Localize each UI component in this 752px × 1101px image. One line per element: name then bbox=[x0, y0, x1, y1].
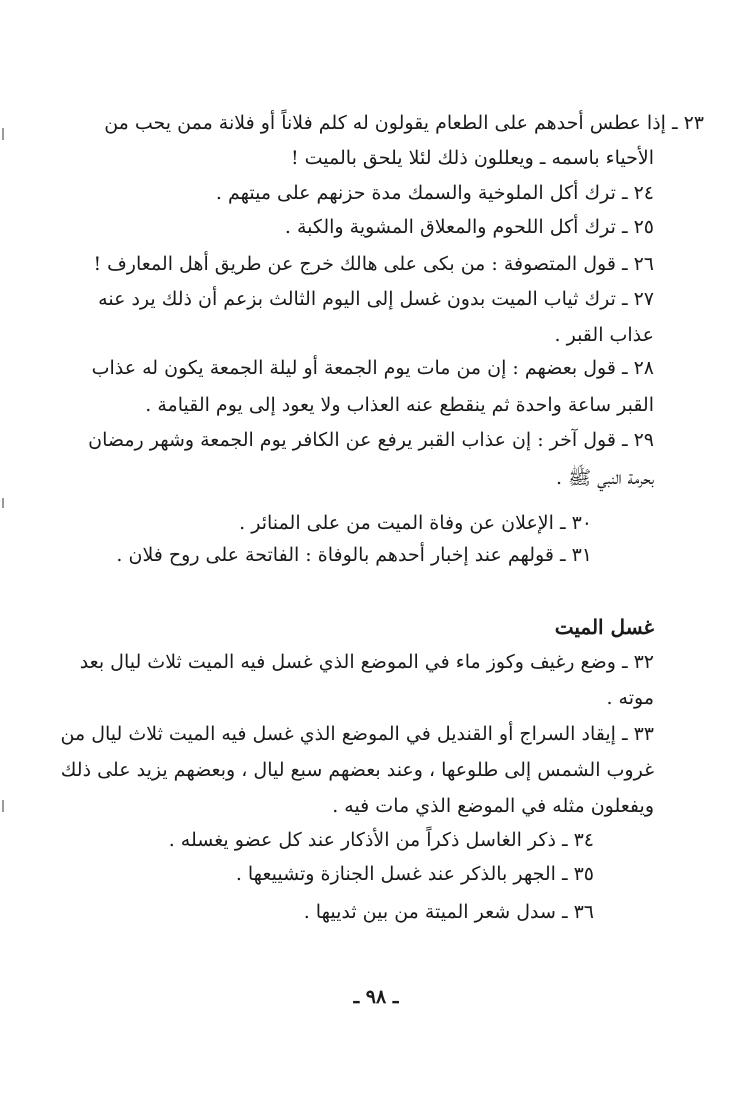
text-line: غروب الشمس إلى طلوعها ، وعند بعضهم سبع ليال ، وبعضهم يزيد على ذلك bbox=[60, 759, 654, 781]
text-line: ويفعلون مثله في الموضع الذي مات فيه . bbox=[332, 795, 654, 817]
text-line: القبر ساعة واحدة ثم ينقطع عنه العذاب ولا يعود إلى يوم القيامة . bbox=[145, 394, 654, 416]
margin-mark-top bbox=[2, 128, 4, 140]
text-line: الأحياء باسمه ـ ويعللون ذلك لئلا يلحق بالميت ! bbox=[290, 147, 654, 169]
text-line: ٢٣ ـ إذا عطس أحدهم على الطعام يقولون له كلم فلاناً أو فلانة ممن يحب من bbox=[104, 112, 704, 134]
text-line: ٣٥ ـ الجهر بالذكر عند غسل الجنازة وتشييعها . bbox=[235, 863, 594, 885]
margin-mark-bottom bbox=[2, 800, 4, 812]
text-line: ٢٤ ـ ترك أكل الملوخية والسمك مدة حزنهم على ميتهم . bbox=[215, 182, 654, 204]
text-line: ٣١ ـ قولهم عند إخبار أحدهم بالوفاة : الفاتحة على روح فلان . bbox=[116, 544, 592, 566]
text-line: ٢٨ ـ قول بعضهم : إن من مات يوم الجمعة أو ليلة الجمعة يكون له عذاب bbox=[91, 357, 654, 379]
page-number: ـ ٩٨ ـ bbox=[353, 986, 399, 1008]
text-line: ٣٤ ـ ذكر الغاسل ذكراً من الأذكار عند كل عضو يغسله . bbox=[168, 829, 594, 851]
text-line: ٢٩ ـ قول آخر : إن عذاب القبر يرفع عن الكافر يوم الجمعة وشهر رمضان bbox=[88, 429, 654, 451]
text-line: عذاب القبر . bbox=[554, 324, 654, 346]
text-line: ٢٧ ـ ترك ثياب الميت بدون غسل إلى اليوم الثالث بزعم أن ذلك يرد عنه bbox=[98, 288, 654, 310]
text-line: موته . bbox=[606, 687, 654, 709]
section-heading: غسل الميت bbox=[554, 615, 654, 639]
text-line: ٣٣ ـ إيقاد السراج أو القنديل في الموضع الذي غسل فيه الميت ثلاث ليال من bbox=[60, 723, 654, 745]
text-line: ٣٦ ـ سدل شعر الميتة من بين ثدييها . bbox=[303, 901, 594, 923]
margin-mark-middle bbox=[2, 498, 4, 508]
text-line: ٣٢ ـ وضع رغيف وكوز ماء في الموضع الذي غسل فيه الميت ثلاث ليال بعد bbox=[79, 651, 654, 673]
text-line: بحرمة النبي ﷺ . bbox=[556, 467, 654, 489]
text-line: ٢٥ ـ ترك أكل اللحوم والمعلاق المشوية والكبة . bbox=[284, 216, 654, 238]
text-line: ٣٠ ـ الإعلان عن وفاة الميت من على المنائر . bbox=[239, 512, 592, 534]
text-line: ٢٦ ـ قول المتصوفة : من بكى على هالك خرج عن طريق أهل المعارف ! bbox=[93, 253, 654, 275]
